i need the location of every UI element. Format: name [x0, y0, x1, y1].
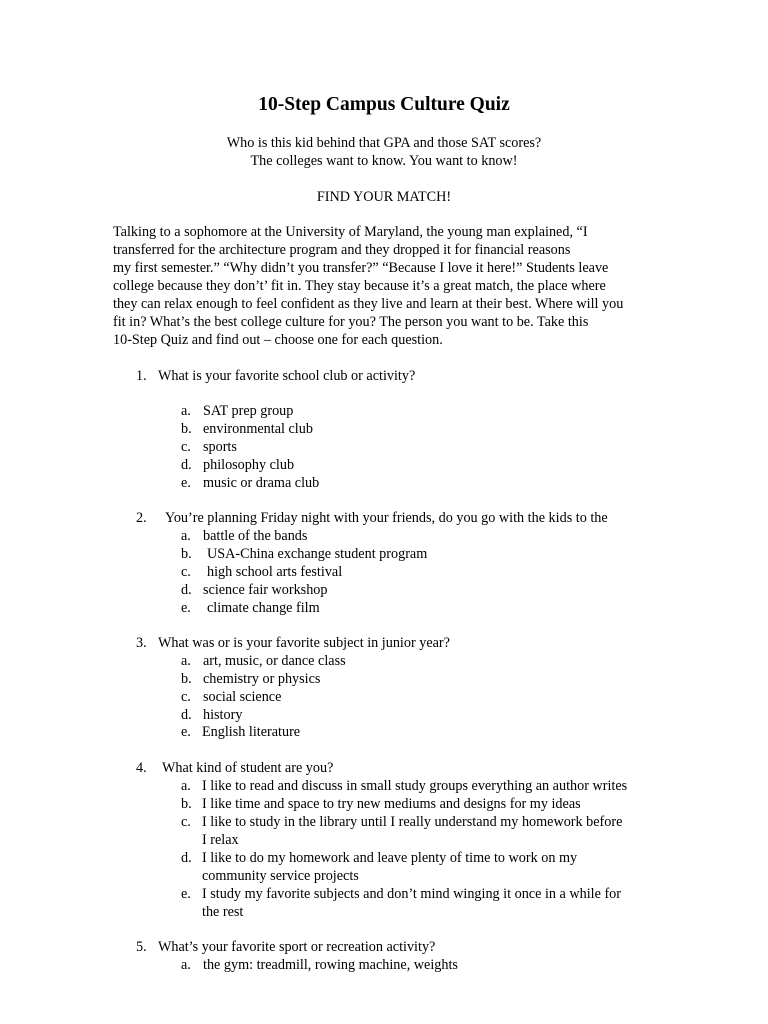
question-number: 1. [136, 368, 147, 384]
option-letter: e. [181, 886, 191, 902]
option-text: I like to study in the library until I really understand my homework before [202, 814, 623, 830]
question-number: 4. [136, 760, 147, 776]
question-number: 2. [136, 510, 147, 526]
option-text: high school arts festival [207, 564, 343, 580]
question-number: 5. [136, 939, 147, 955]
option-letter: e. [181, 600, 191, 616]
subtitle-line-1: Who is this kid behind that GPA and those SAT scores? [226, 135, 542, 151]
intro-line: 10-Step Quiz and find out – choose one for each question. [113, 332, 443, 348]
question-number: 3. [136, 635, 147, 651]
option-letter: b. [181, 546, 192, 562]
option-text: I like time and space to try new mediums and designs for my ideas [202, 796, 581, 812]
intro-line: fit in? What’s the best college culture for you? The person you want to be. Take this [113, 314, 589, 330]
option-text: social science [203, 689, 282, 705]
option-text: philosophy club [203, 457, 295, 473]
option-letter: e. [181, 724, 191, 740]
option-letter: e. [181, 475, 191, 491]
option-letter: d. [181, 582, 192, 598]
intro-line: they can relax enough to feel confident as they live and learn at their best. Where will you [113, 296, 624, 312]
question-text: What was or is your favorite subject in junior year? [158, 635, 450, 651]
option-text-continued: I relax [202, 832, 239, 848]
question-text: What kind of student are you? [162, 760, 334, 776]
option-letter: c. [181, 689, 191, 705]
option-text-continued: the rest [202, 904, 244, 920]
option-letter: c. [181, 814, 191, 830]
option-text: English literature [202, 724, 301, 740]
option-letter: a. [181, 957, 191, 973]
option-text: art, music, or dance class [203, 653, 346, 669]
question-text: You’re planning Friday night with your friends, do you go with the kids to the [165, 510, 608, 526]
question-text: What is your favorite school club or activity? [158, 368, 416, 384]
option-text: I study my favorite subjects and don’t mind winging it once in a while for [202, 886, 621, 902]
option-letter: b. [181, 796, 192, 812]
intro-line: my first semester.” “Why didn’t you transfer?” “Because I love it here!” Students leave [113, 260, 609, 276]
option-letter: d. [181, 457, 192, 473]
option-letter: a. [181, 528, 191, 544]
option-text-continued: community service projects [202, 868, 359, 884]
option-text: history [203, 707, 243, 723]
option-letter: b. [181, 671, 192, 687]
option-text: climate change film [207, 600, 320, 616]
option-text: science fair workshop [203, 582, 328, 598]
subtitle-line-2: The colleges want to know. You want to know! [250, 153, 518, 169]
option-text: battle of the bands [203, 528, 308, 544]
intro-line: Talking to a sophomore at the University of Maryland, the young man explained, “I [113, 224, 588, 240]
option-text: music or drama club [203, 475, 320, 491]
option-text: environmental club [203, 421, 313, 437]
option-text: USA-China exchange student program [207, 546, 428, 562]
option-letter: a. [181, 653, 191, 669]
option-letter: c. [181, 439, 191, 455]
option-letter: d. [181, 850, 192, 866]
page-title: 10-Step Campus Culture Quiz [258, 94, 510, 115]
option-text: the gym: treadmill, rowing machine, weights [203, 957, 458, 973]
option-letter: c. [181, 564, 191, 580]
option-text: SAT prep group [203, 403, 294, 419]
option-text: sports [203, 439, 237, 455]
question-text: What’s your favorite sport or recreation activity? [158, 939, 436, 955]
option-text: chemistry or physics [203, 671, 321, 687]
intro-line: transferred for the architecture program and they dropped it for financial reasons [113, 242, 571, 258]
option-text: I like to read and discuss in small study groups everything an author writes [202, 778, 628, 794]
option-letter: d. [181, 707, 192, 723]
find-your-match-callout: FIND YOUR MATCH! [316, 189, 452, 205]
option-letter: a. [181, 778, 191, 794]
intro-line: college because they don’t’ fit in. They stay because it’s a great match, the place where [113, 278, 606, 294]
option-letter: b. [181, 421, 192, 437]
option-text: I like to do my homework and leave plenty of time to work on my [202, 850, 578, 866]
option-letter: a. [181, 403, 191, 419]
